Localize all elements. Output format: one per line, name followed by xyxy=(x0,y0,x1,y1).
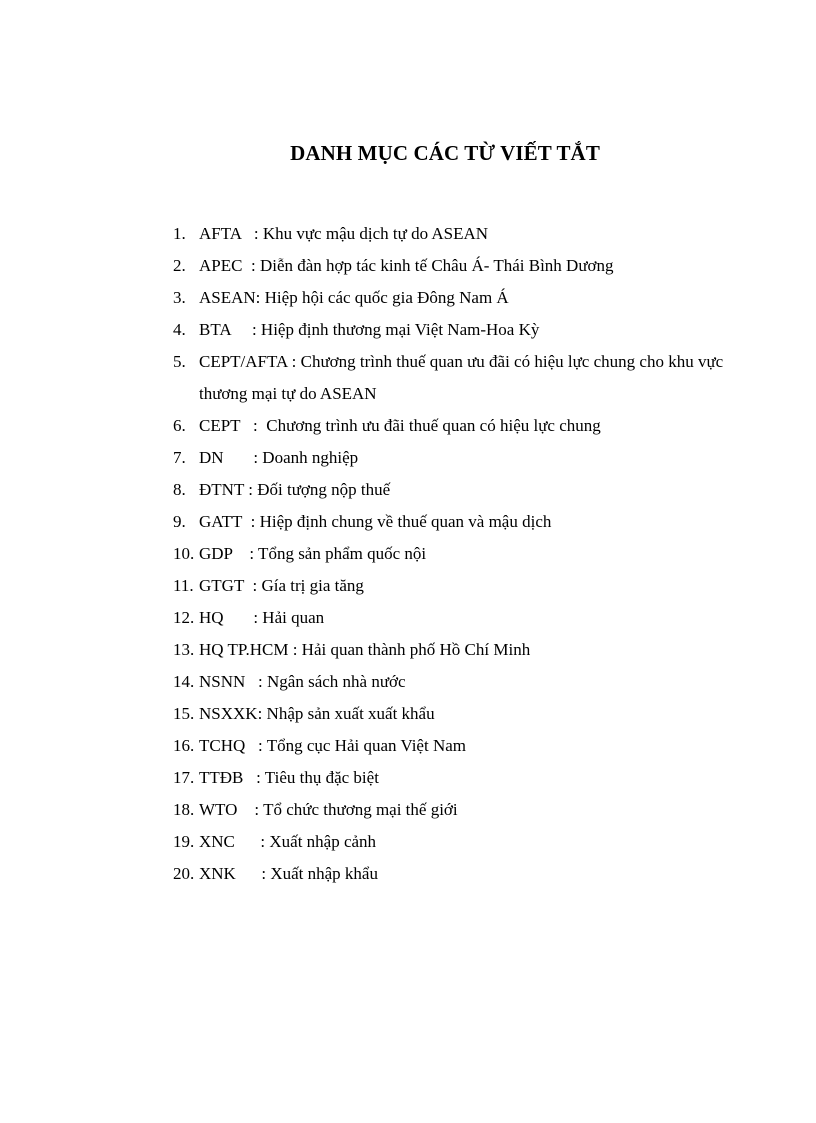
list-item xyxy=(173,762,793,794)
abbreviation-list xyxy=(173,218,793,890)
list-item xyxy=(173,346,793,410)
item-number: 9. xyxy=(173,512,186,531)
item-abbreviation: WTO xyxy=(199,800,255,819)
item-number: 11. xyxy=(173,576,194,595)
list-item xyxy=(173,506,793,538)
list-item xyxy=(173,282,793,314)
item-definition: : Hải quan thành phố Hồ Chí Minh xyxy=(292,640,531,659)
item-number: 13. xyxy=(173,640,195,659)
item-number: 5. xyxy=(173,352,186,371)
list-item xyxy=(173,442,793,474)
item-abbreviation: NSNN xyxy=(199,672,259,691)
item-number: 20. xyxy=(173,864,195,883)
item-definition: : Hiệp định thương mại Việt Nam-Hoa Kỳ xyxy=(251,320,540,339)
item-abbreviation: APEC xyxy=(199,256,251,275)
item-definition: : Khu vực mậu dịch tự do ASEAN xyxy=(253,224,489,243)
item-definition: : Ngân sách nhà nước xyxy=(258,672,406,691)
item-number: 19. xyxy=(173,832,195,851)
item-abbreviation: HQ TP.HCM xyxy=(199,640,293,659)
item-definition: : Xuất nhập khẩu xyxy=(261,864,378,883)
item-number: 14. xyxy=(173,672,195,691)
item-abbreviation: TCHQ xyxy=(199,736,259,755)
item-definition: : Doanh nghiệp xyxy=(253,448,359,467)
item-definition: : Tổ chức thương mại thế giới xyxy=(254,800,458,819)
item-definition: : Gía trị gia tăng xyxy=(252,576,364,595)
list-item xyxy=(173,474,793,506)
item-abbreviation: ĐTNT xyxy=(199,480,249,499)
item-definition: : Đối tượng nộp thuế xyxy=(248,480,391,499)
item-definition: : Hiệp định chung về thuế quan và mậu dịch xyxy=(250,512,552,531)
item-number: 12. xyxy=(173,608,195,627)
item-number: 16. xyxy=(173,736,195,755)
item-abbreviation: GTGT xyxy=(199,576,253,595)
item-number: 2. xyxy=(173,256,186,275)
list-item xyxy=(173,538,793,570)
item-definition: : Xuất nhập cảnh xyxy=(260,832,377,851)
list-item xyxy=(173,602,793,634)
list-item xyxy=(173,730,793,762)
item-number: 4. xyxy=(173,320,186,339)
item-abbreviation: HQ xyxy=(199,608,254,627)
item-definition: : Nhập sản xuất xuất khẩu xyxy=(257,704,435,723)
item-abbreviation: ASEAN xyxy=(199,288,256,307)
item-abbreviation: AFTA xyxy=(199,224,254,243)
list-item xyxy=(173,314,793,346)
item-definition: : Diễn đàn hợp tác kinh tế Châu Á- Thái Bình Dương xyxy=(250,256,614,275)
list-item xyxy=(173,698,793,730)
list-item xyxy=(173,634,793,666)
item-abbreviation: GATT xyxy=(199,512,251,531)
item-definition: : Chương trình ưu đãi thuế quan có hiệu lực chung xyxy=(253,416,601,435)
item-content xyxy=(199,346,759,410)
item-number: 17. xyxy=(173,768,195,787)
item-number: 7. xyxy=(173,448,186,467)
item-definition: : Hải quan xyxy=(253,608,325,627)
item-abbreviation: CEPT xyxy=(199,416,254,435)
item-definition: : Chương trình thuế quan ưu đãi có hiệu lực chung cho khu vực thương mại tự do ASEAN xyxy=(199,352,724,403)
item-abbreviation: DN xyxy=(199,448,254,467)
item-abbreviation: BTA xyxy=(199,320,252,339)
item-definition: : Hiệp hội các quốc gia Đông Nam Á xyxy=(255,288,509,307)
item-number: 3. xyxy=(173,288,186,307)
list-item xyxy=(173,826,793,858)
item-number: 10. xyxy=(173,544,195,563)
list-item xyxy=(173,250,793,282)
list-item xyxy=(173,218,793,250)
list-item xyxy=(173,410,793,442)
list-item xyxy=(173,570,793,602)
page-title: DANH MỤC CÁC TỪ VIẾT TẮT xyxy=(290,141,600,165)
item-definition: : Tổng cục Hải quan Việt Nam xyxy=(258,736,466,755)
item-number: 6. xyxy=(173,416,186,435)
list-item xyxy=(173,794,793,826)
item-abbreviation: XNC xyxy=(199,832,261,851)
item-definition: : Tổng sản phẩm quốc nội xyxy=(249,544,427,563)
item-number: 18. xyxy=(173,800,195,819)
item-abbreviation: TTĐB xyxy=(199,768,257,787)
item-number: 15. xyxy=(173,704,195,723)
item-number: 8. xyxy=(173,480,186,499)
item-definition: : Tiêu thụ đặc biệt xyxy=(256,768,379,787)
item-number: 1. xyxy=(173,224,186,243)
list-item xyxy=(173,666,793,698)
item-abbreviation: XNK xyxy=(199,864,262,883)
list-item xyxy=(173,858,793,890)
item-abbreviation: CEPT/AFTA xyxy=(199,352,292,371)
item-abbreviation: NSXXK xyxy=(199,704,258,723)
item-abbreviation: GDP xyxy=(199,544,250,563)
